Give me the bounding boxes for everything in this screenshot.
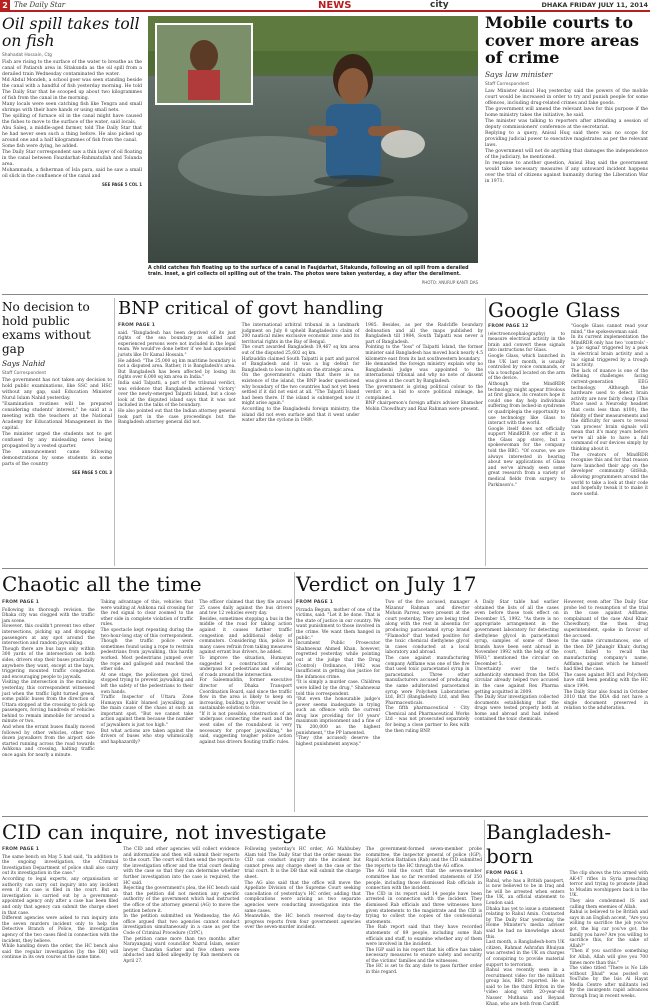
paragraph: In its current implementation the MindRDR only has two 'controls' - a 'pic signal' triggered by a peak in electrical brain activity and a 'no' signal triggered by a trough in activity. [571, 335, 648, 369]
column-divider [114, 298, 115, 566]
text-column [199, 600, 292, 759]
headline: Chaotic all the time [2, 572, 202, 596]
issue-date: DHAKA FRIDAY JULY 11, 2014 [541, 1, 648, 9]
paragraph: The Daily Star investigation collected documents establishing that the drugs were tested properly both at home and abroad and had indeed contained the toxic chemicals. [474, 695, 559, 723]
paragraph: Hafizuddin claimed South Talpatti is part and parcel of Bangladesh and it was a big defeat for Bangladesh to lose its rights on the strategic area. [241, 356, 360, 373]
article-body [296, 600, 648, 747]
subsection-label: city [430, 0, 449, 10]
paragraph: The minister was talking to reporters after attending a session of deputy commissioners' conference at the secretariat. [485, 118, 648, 130]
divider [2, 568, 648, 569]
paragraph: Pointing to the "loss" of Talpatti Island, the former minister said Bangladesh has moved back nearly 4.5 kilometre east from its last southwestern boundary. [365, 345, 484, 362]
paragraph: The lack of nuance is one of the defining challenges facing current-generation EEG technology. Although the hardware used to detect brain activity are now fairly cheap (This Place used a Neurosky headset that costs less than $100), the fidelity of their measurements and the difficulty for users to reveal 'can process' brain signals will mean that it's many years before we're all able to have a full command of our devices simply by thinking about it. [571, 368, 648, 453]
paragraph: According to the Bangladeshi foreign ministry, the island did not even surface and that it went under water after the cyclone in 1989. [241, 406, 360, 424]
text-column [570, 871, 649, 1007]
paragraph: The video titled "There is No Life without Jihad" was posted on YouTube by the Isis Al Hayat Media Centre after militants led by the insurgents rapid advances through Iraq in recent weeks. [569, 966, 648, 1000]
paragraph: The Daily Star correspondent saw a thin layer of oil floating in the canal between Fauzdarhat-Rahmatullah and Tolanda area. [2, 150, 142, 167]
article-body [2, 847, 482, 976]
paragraph: "Google Glass cannot read your mind," the spokeswoman said. [571, 324, 648, 335]
text-column [385, 600, 469, 747]
paragraph: Meanwhile, the HC bench reserved day-to-day progress reports from four government agencies over the seven-murder incident. [244, 914, 361, 931]
paragraph: Taking advantage of this, vehicles that were waiting at Ashkona rail crossing for the red signal to clear zoomed to the other side in complete violation of traffic rules. [100, 600, 194, 628]
deck: Says law minister [485, 69, 553, 79]
paragraph: Traffic Inspector of Uttara Zone Humayun Kabir blamed jaywalking as the main cause of the chaos at such an important spot. "But we cannot take action against them because the number of jaywalkers is just too high." [100, 695, 194, 729]
paragraph: The case against manufacturing company Adflame was one of the five that used toxic paracetamol syrup in paracetamol. Three other manufacturers accused of producing the same adulterated paracetamol syrup were Polychem Laboratories Ltd, BCI (Bangladesh) Ltd, and Rex Pharmaceuticals. [385, 655, 470, 706]
oil-spill-article [2, 16, 142, 187]
paragraph: To improve the situation, Humayun suggested a construction of an underpass for pedestrians and widening of roads around the intersection. [199, 655, 293, 678]
continued-note: SEE PAGE 5 COL 3 [71, 470, 112, 475]
paragraph: "They (the accused) deserve the highest punishment anyway." [296, 736, 381, 747]
text-column [366, 847, 482, 976]
article-body [118, 323, 483, 426]
deck: Says Nahid [2, 359, 46, 368]
paragraph: The government-formed seven-member probe committee, the inspector general of police (IGP), Rapid Action Battalion (Rab) and the CID submitted the reports to the HC through the AG office. [365, 847, 482, 869]
photo-credit: PHOTO: ANURUP KANTI DAS [421, 280, 478, 285]
text-column [475, 600, 559, 747]
paragraph: The cases against BCI and Polychem have still been pending with the HC since 1994. [563, 672, 648, 689]
paragraph: The announcement came following demonstrations by some students in some parts of the country [2, 450, 112, 467]
paragraph: The Rab report said that they have recorded statements of 89 people, including some Rab officials and staff, to examine whether any of them were involved in the incident. [365, 925, 482, 948]
headline: Google Glass [488, 298, 621, 322]
paragraph: Rahul is believed to be British and says in an English accent, "Are you willing to sacrifice the job you've got, the big car you've got, the family you have? Are you willing to sacrifice this, for the sake of Allah?" [569, 910, 648, 949]
paragraph: "If it is not possible, construction of an underpass connecting the east and the west sides of the roundabout is very necessary for proper jaywalking," he said, suggesting tougher police action against bus drivers flouting traffic rules. [199, 711, 293, 745]
paragraph: According to legal experts, any organisation or authority can carry out inquiry into any incident even if its case is filed in the court. But an investigation is carried out by a government-appointed agency only after a case has been filed and only that agency can submit the charge sheet in that case. [2, 876, 119, 916]
paragraph: For Saleemuddin, former executive director of Dhaka Transport Coordination Board, said since the traffic flow in the area is likely to keep on increasing, building a flyover would be a sustainable solution to this. [199, 678, 293, 712]
paragraph: said. "Bangladesh has been deprived of its just rights of the sea boundary as skilled and experienced persons were not included in the legal team. We would've done better if we had appointed jurists like Dr Kamal Hossain." [118, 330, 236, 358]
paragraph: "Examination routines will be prepared considering students' interest," he said at a meeting with the teachers at the National Academy for Educational Management in the capital. [2, 402, 112, 431]
paragraph: The Daily Star also found in October 2010 that the DDA did not have a single document preserved in relation to the adulteration. [563, 689, 648, 712]
paragraph: Some fish were dying, he added. [2, 144, 79, 149]
paragraph: The same bench on May 5 had said, "In addition to the ongoing investigation, the Criminal Investigation Department of police shall also carry out its investigation in the case." [2, 854, 119, 877]
text-column [101, 600, 194, 759]
text-column [486, 871, 565, 1007]
bnp-article [118, 298, 483, 426]
column-divider [485, 298, 486, 566]
headline: BNP critical of govt handling [118, 298, 384, 319]
paragraph: BNP chairperson's foreign affairs adviser Shamsher Mobin Chowdhury and Riaz Rahman were present. [365, 401, 484, 412]
kicker: FROM PAGE 1 [118, 323, 156, 328]
column-divider [484, 820, 485, 992]
paragraph: Following its thorough revision, the Dhaka city was clogged with the traffic jam scene. [2, 607, 95, 624]
paragraph: Two of the five accused, manager Mizanur Rahman and director Mohsin Parvez, were present at the court yesterday. They are being tried along with the rest in absentia for producing paracetamol syrup brand "Flamodol" that tested positive for the toxic chemical diethylene glycol in cases conducted at a local laboratory and abroad. [385, 600, 470, 656]
headline: No decision to hold public exams without gap [2, 300, 91, 356]
page-number: 2 [0, 0, 10, 11]
paragraph: Besides, sometimes stopping a bus in the middle of the road for taking action against it causes further traffic congestion and additional delay of commuters. Considering this, police in many cases refrain from taking measures against errant bus drivers, he added. [199, 616, 293, 656]
paragraph: The government will amend the relevant laws for this purpose if the home ministry takes the initiative, he said. [485, 106, 648, 118]
paragraph: The government is giving political colour to the verdict in a bid to score political mileage, he complained. [365, 384, 484, 401]
headline: Verdict on July 17 [296, 572, 477, 596]
paragraph: The creators of MindRDR recognise this and for that reason have launched their app on the developer community GitHub, allowing programmers around the world to take a look at their code and hopefully tweak it to make it more useful. [571, 452, 648, 497]
paragraph: Google Glass, which launched in the UK last month, is usually controlled by voice commands, or via a touchpad located on the arm of the device. [488, 353, 565, 382]
paragraph: The government has not taken any decision to hold public examinations, like SSC and HSC without any gap, said Education Minister Nurul Islam Nahid yesterday. [2, 378, 112, 401]
paragraph: Visiting the intersection in the morning yesterday, this correspondent witnessed just when the traffic light turned green, some public buses from the direction of Uttara stopped at the crossing to pick up passengers, forcing hundreds of vehicles behind to remain immobile for around a minute or two. [2, 680, 95, 725]
kicker: FROM PAGE 1 [2, 600, 40, 605]
paragraph: The government will not do anything that damages the independence of the judiciary, he mentioned. [485, 148, 648, 160]
text-column [488, 324, 565, 497]
text-column [118, 323, 236, 426]
headline: Bangladesh-born [486, 820, 612, 868]
paragraph: Although the MindRDR technology might appear frivolous at first glance, its creators hope it could one day help individuals suffering from locked-in syndrome or quadriplegia the opportunity to use technology like Glass to interact with the world. [488, 381, 565, 427]
paragraph: However, this couldn't prevent two other intersections, picking up and dropping passengers at any spot around the intersection and random jaywalking. [2, 624, 95, 647]
paragraph: Incumbent Public Prosecutor Shahnewaz Ahmed Khan, however, regretted yesterday while pointing out at the judge that the Drug (Control) Ordinance, 1982 was insufficient in getting due justice for the infamous crime. [296, 641, 381, 680]
article-body [2, 378, 112, 468]
article-body [2, 600, 292, 759]
article-body [2, 60, 142, 180]
paragraph: Google itself does not officially support MindRDR (or offer it in the Glass app store), but a spokeswoman for the company told the BBC: "Of course, we are always interested in hearing about new applications of Glass and we've already seen some great research from a variety of medical fields from surgery to Parkinson's." [488, 426, 565, 488]
chaotic-article [2, 572, 292, 759]
paragraph: Rahul was recently seen in a recruitment video for the militant group Isis, BBC reported. He is said to be the third Briton in the video along with 20-year-old Nasser Muthana and Reyaad Khan, who are both from Cardiff. [486, 968, 565, 1007]
kicker: FROM PAGE 1 [2, 847, 40, 852]
paragraph: 1985. Besides, as per the Radcliffe boundary delineation and all the maps published by Bangladesh till 1984, South Talpatti was never a part of Bangladesh. [365, 323, 484, 345]
text-column [242, 323, 360, 426]
text-column [123, 847, 239, 976]
paragraph: On the government's claim that there is no existence of the island, the BNP leader questioned why boundary of the two countries had not yet been settled if it did not exist at all. "The Talpatti Island had been there. If the island is submerged now it might arise again." [241, 373, 360, 407]
paragraph: Different agencies were asked to run inquiry into the seven murders incident only to help the Detective Branch of Police, the investigation agency of the two cases filed in connection with the incident, they believe. [2, 916, 119, 944]
paragraph: "Then if you sacrifice something for Allah, Allah will give you 700 times more than this." [569, 949, 648, 966]
paragraph: The spectacle kept repeating during the two-hour-long stay of this correspondent. Though the traffic police were sometimes found using a rope to restrain pedestrians from jaywalking, this hardly worked. Most pedestrians jumped over the rope and galloped and reached the other side. [100, 627, 194, 673]
article-body [485, 89, 648, 185]
paragraph: The AG also said that the office will move the Appellate Division of the Supreme Court seeking cancellation of yesterday's HC order, adding that complications were arising as two separate agencies were conducting investigation into the same cases. [244, 880, 361, 914]
column-divider [294, 572, 295, 812]
divider [2, 816, 648, 817]
paragraph: Rejecting the government's plea, the HC bench said that the petition did not mention any specific authority of the government which had instructed the office of the attorney general (AG) to move the petition before it. [123, 886, 240, 914]
text-column [2, 600, 95, 759]
paragraph: Last month, a Bangladesh-born UK citizen, Rahmat Ashrafun Bhuiyan was arrested in the UK on charges of conspiring to provide material support to terrorism. [486, 940, 565, 968]
paragraph: But what actions are taken against the drivers of buses who stop whimsically and haphazardly? [100, 728, 194, 745]
paragraph: The international arbitral tribunal in a landmark judgment on July 8 upheld Bangladesh's claim of 200 nautical miles exclusive economic zone and its territorial rights in the Bay of Bengal. [241, 323, 360, 345]
headline: Mobile courts to cover more areas of crime [485, 13, 640, 67]
paragraph: Following yesterday's HC order, AG Mahbubey Alam told The Daily Star that the order means the CID can conduct inquiry into the incident but cannot press any charge sheet in the case or the trial court. It is the DB that will submit the charge sheet. [244, 847, 361, 880]
paragraph: They also condemned IS and calling them enemies of Allah. [569, 898, 648, 910]
byline: Staff Correspondent [2, 371, 47, 376]
article-body [486, 871, 648, 1007]
kicker: FROM PAGE 12 [488, 324, 529, 329]
paragraph: "But even the honourable judge's power seems inadequate in trying such an offence with the current drug law providing for 10 years' maximum imprisonment and a fine of Tk 200,000 as the highest punishment," the PP lamented. [296, 697, 381, 736]
kicker: FROM PAGE 1 [486, 871, 524, 876]
mobile-courts-article [485, 14, 648, 185]
text-column [571, 324, 648, 497]
continued-note: SEE PAGE 5 COL 1 [101, 182, 142, 187]
paragraph: Mohammadu, a fisherman of Isla para, said he saw a small oil slick in the confluence of the canal and [2, 168, 142, 179]
photo-illustration [148, 16, 478, 263]
paragraph: He also pointed out that the Indian attorney general took part in the case proceedings but the Bangladesh attorney general did not. [118, 408, 236, 426]
paragraph: Abu Saleq, a middle-aged farmer, told The Daily Star that he had never seen such a thing before. He also picked up around one and a half kilogrammes of fish from the canal. [2, 126, 142, 143]
paragraph: The officer claimed that they file around 25 cases daily against the bus drivers and tow 12 vehicles every day. [199, 600, 293, 617]
paragraph: Replying to a query, Anisul Huq said there was no scope for providing judicial power to executive magistrates as per the relevant laws. [485, 130, 648, 148]
paragraph: Law Minister Anisul Huq yesterday said the powers of the mobile court would be increased in order to try and punish people for some offences, including drug-related crimes and fake goods. [485, 88, 648, 106]
paragraph: Md Abdul Mondeh, a school goer was seen standing beside the canal with a handful of fish yesterday morning. He told The Daily Star that he scooped up about two kilogrammes of fish from the canal in the morning. [2, 78, 142, 101]
google-glass-article [488, 298, 648, 497]
byline: Shahadat Hossain, Ctg [2, 53, 52, 58]
paragraph: The court awarded Bangladesh 19,467 sq km area out of the disputed 25,602 sq km. [241, 345, 360, 356]
paragraph: The HC is set to fix any date to pass further order in this regard. [365, 964, 482, 976]
paragraph: A Daily Star table had earlier obtained the lists of all the cases even before those took effect on December 15, 1992. "As there is no appropriate arrangement in the government laboratory for detecting diethylene glycol in paracetamol syrup, samples of some of these brands have been sent abroad in November 1992 with the help of the WHO," mentioned the circular on December 5. [474, 600, 559, 667]
bangladesh-born-article [486, 820, 648, 1007]
divider [2, 294, 648, 295]
paragraph: The CID and other agencies will collect evidence and information and then will submit their reports to the court. The court will then send the reports to the investigation officer and the trial court dealing with the case so that they can determine whether further investigation into the case is required, the HC said. [123, 847, 240, 886]
article-body [488, 324, 648, 497]
paragraph: The spilling of furnace oil in the canal might have caused the fishes to move to the surface of the water, said locals. [2, 114, 142, 125]
section-label: NEWS [318, 0, 352, 11]
kicker: FROM PAGE 1 [296, 600, 334, 605]
paragraph: Dhaka has yet to issue a statement relating to Rahul Amin. Contacted by The Daily Star yesterday, the Home Minister's media adviser said he had no knowledge about this. [486, 906, 565, 940]
text-column [365, 323, 483, 426]
paragraph: Fish are rising to the surface of the water to breathe as the canal of Patiarsh area in Sitakunda as the oil spill from a derailed train Wednesday contaminated the water. [2, 60, 142, 77]
paper-name: The Daily Star [14, 1, 66, 9]
paragraph: And when the errant buses finally moved followed by other vehicles, other two dozen jaywalkers from the airport side started running across the road towards Ashkona and crossing, halting traffic once again for nearly a minute. [2, 725, 95, 759]
paragraph: In response to another question, Anisul Huq said the government would take necessary measures if any untoward incident happens over the trial of citizens against humanity during the Liberation War in 1971. [485, 160, 648, 184]
paragraph: The fifth pharmaceutical - City Chemical and Pharmaceutical Works Ltd - was not prosecuted separately for being a close partner to Rex with the then ruling BNP. [385, 706, 470, 734]
paragraph: He demanded the foreign ministry explain why no Bangladeshi judge was appointed to the international tribunal and why no note of dissent was given at the court by Bangladesh. [365, 362, 484, 384]
paragraph: He added: "The 25,000 sq km maritime boundary is not a disputed area. Rather, it is Bangladesh's area. But Bangladesh has been affected by losing its rights over 6,000 sq km area in India." [118, 358, 236, 381]
paragraph: In the same circumstances, one of the then DP Jahangir Khair, during court, failed to recall the manufacturing company's name, Adflame, against which he himself had filed the case. [563, 639, 648, 673]
text-column [2, 847, 118, 976]
photo-caption: A child catches fish floating up to the surface of a canal in Faujdarhat, Sitakunda, following an oil spill from a derailed train. Inset, a girl collects oil spilling out of the train. The photos were taken yesterday, a day after the derailment. [148, 266, 469, 278]
text-column [296, 600, 380, 747]
oil-spill-photo [148, 16, 478, 263]
masthead-strip [0, 0, 650, 12]
paragraph: The AG told the court that the seven-member committee has so far recorded statements of 350 people, including those dismissed Rab officials in connection with the incident. [365, 869, 482, 892]
verdict-article [296, 572, 648, 747]
paragraph: Though there are bus bays only within 300 yards of the intersection on both sides, drivers stop their buses practically anywhere they want, except at the bays, triggering mounted traffic congestion and encouraging people to jaywalk. [2, 646, 95, 680]
paragraph: Many locals were seen catching fish like Tengra and small shrimps with their bare hands or using small nets. [2, 102, 142, 113]
no-decision-article [2, 300, 112, 475]
paragraph: While handing down the order, the HC bench also said the regular investigation [by the DB] will continue in its own course at the same time. [2, 944, 119, 961]
paragraph: In the petition submitted on Wednesday, the AG office argued that two agencies cannot conduct investigation simultaneously in a case as per the Code of Criminal Procedure (CrPC). [123, 914, 240, 936]
text-column [564, 600, 648, 747]
paragraph: However, even after The Daily Star probe led to resumption of the trial in the case against Adflame, complainant of the case Abul Khair Chowdhury, the then drug superintendent, spoke in favour of the accused. [563, 600, 648, 639]
byline: Staff Correspondent [485, 81, 530, 87]
paragraph: At one stage, the policemen got tired, stopped trying to prevent jaywalking and left the safety of the pedestrians to their own hands. [100, 672, 194, 695]
headline: CID can inquire, not investigate [2, 820, 327, 844]
cid-article [2, 820, 482, 976]
paragraph: (electroencephalography) to measure electrical activity in the brain and convert these signals into instructions for Glass. [488, 331, 565, 354]
paragraph: Pirzada Begum, mother of one of the victims, said: "Let it be done. That is the state of justice in our country. We want punishment to those involved in the crime. We want them hanged in public." [296, 607, 381, 641]
paragraph: The clip shows the trio armed with AK-47 rifles in Syria preaching terror and trying to promote jihad to Muslim worshippers back in the UK. [569, 871, 648, 899]
paragraph: Uncertainty over the test's authenticity stemmed from the DDA circular already helped two accused in the case against Rex Pharma getting acquitted in 2009. [474, 667, 559, 695]
paragraph: The minister urged the students not to get confused by any misleading news being propagated by a vested quarter. [2, 432, 112, 449]
text-column [245, 847, 361, 976]
paragraph: "It is simply a murder case. Children were killed by the drug," Shahnewaz told this correspondent. [296, 680, 381, 697]
paragraph: Rahul, who has a British passport, is now believed to be in Iraq and he will be arrested when enters the UK, an official statement to London said. [486, 878, 565, 906]
headline: Oil spill takes toll on fish [2, 15, 140, 50]
paragraph: The CID in its report said 14 people have been arrested in connection with the incident. They dismissed Rab officials and three witnesses have given statements to the magistrate and the CID is trying to collect the copies of the confessional statements. [365, 891, 482, 925]
paragraph: India said Talpatti, a part of the tribunal verdict, was evidence that Bangladesh achieved 'victory' over the newly-emerged Talpatti Island, but a close look at the disputed island says that it was not included in the talks of the boundary. [118, 380, 236, 409]
paragraph: The petition came more than two months after Narayanganj ward councillor Nazrul Islam, senior lawyer Chandan Sarker and five others were abducted and killed allegedly by Rab members on April 27. [123, 936, 240, 964]
paragraph: The IGP said in his report that his office has taken necessary measures to ensure safety and security of the victims' families and the witnesses. [365, 947, 482, 964]
